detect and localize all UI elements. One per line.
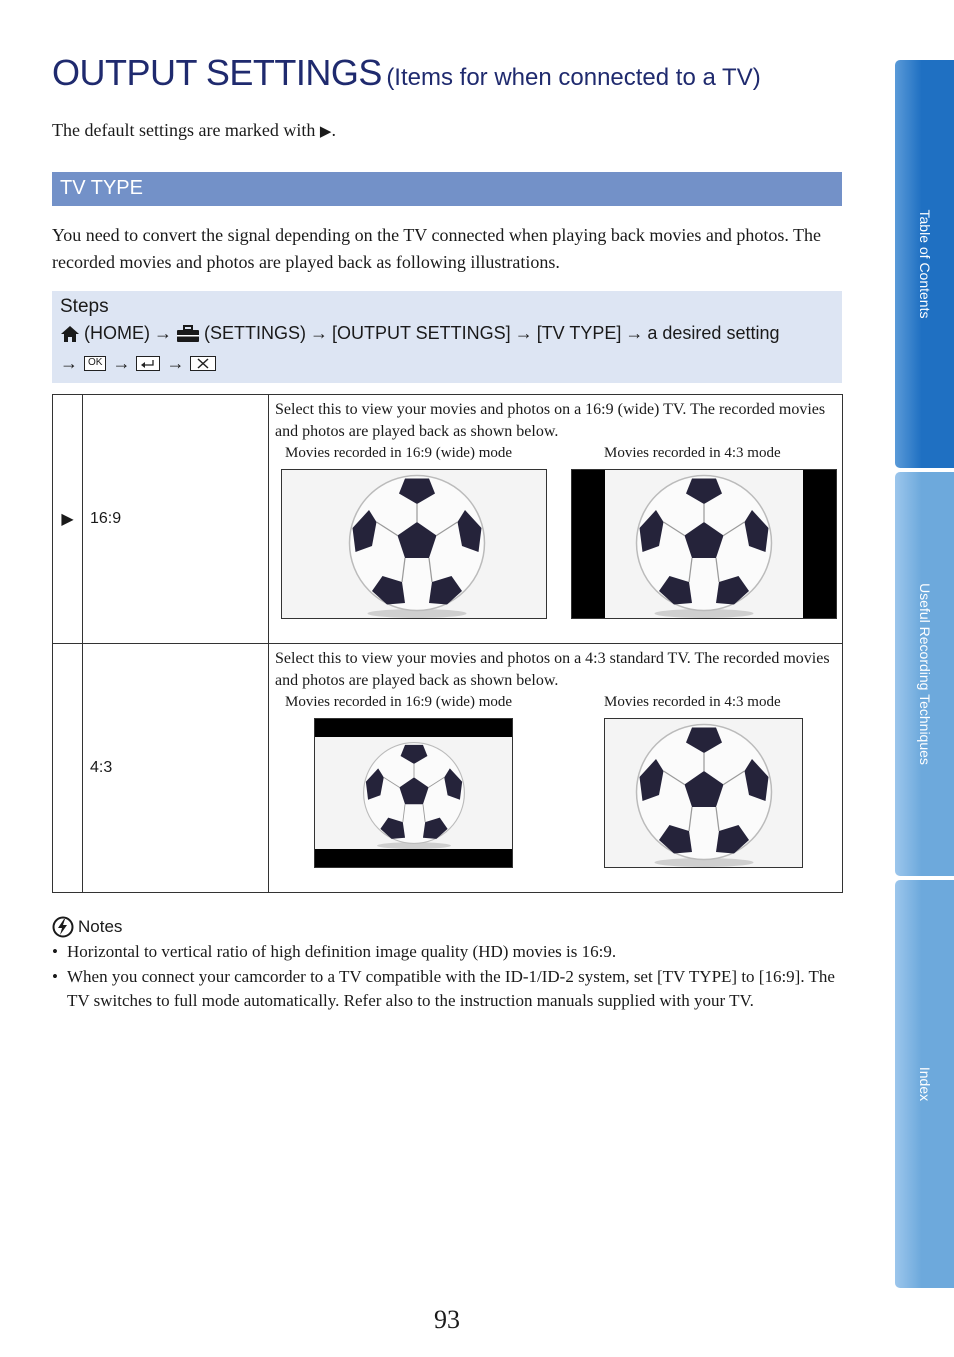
list-item: • Horizontal to vertical ratio of high definition image quality (HD) movies is 16:9. — [52, 940, 842, 965]
page-title-sub: (Items for when connected to a TV) — [386, 64, 761, 91]
notes-heading-text: Notes — [78, 917, 123, 936]
step-arrow: → — [310, 323, 328, 343]
soccer-ball-icon — [315, 719, 512, 867]
warning-icon — [52, 916, 74, 938]
default-marker-icon: ▶ — [319, 124, 332, 140]
caption-standard-mode: Movies recorded in 4:3 mode — [604, 694, 781, 710]
illustration-wide-on-wide — [281, 469, 547, 619]
default-marker-icon: ▶ — [53, 395, 83, 644]
section-heading: TV TYPE — [60, 177, 143, 199]
steps-path — [60, 323, 779, 344]
default-note-text: The default settings are marked with — [52, 120, 316, 140]
step-tv-type: [TV TYPE] — [536, 323, 622, 343]
intro-paragraph: You need to convert the signal depending on the TV connected when playing back movies and photos. The recorded movies and photos are played back as following illustrations. — [52, 225, 822, 272]
step-arrow: → — [154, 323, 172, 343]
tab-table-of-contents[interactable] — [895, 60, 954, 468]
soccer-ball-icon — [572, 470, 836, 618]
caption-standard-mode: Movies recorded in 4:3 mode — [604, 445, 781, 461]
tv-type-options-table — [52, 394, 843, 893]
option-description: Select this to view your movies and photos on a 4:3 standard TV. The recorded movies and photos are played back as shown below. — [275, 650, 830, 689]
caption-wide-mode: Movies recorded in 16:9 (wide) mode — [285, 445, 513, 461]
default-settings-note: The default settings are marked with ▶. — [52, 120, 336, 140]
section-heading-bar — [52, 172, 842, 206]
table-row — [53, 395, 843, 644]
toolbox-icon — [176, 325, 200, 343]
illustration-standard-on-wide — [571, 469, 837, 619]
tab-label: Index — [916, 1066, 933, 1102]
option-description: Select this to view your movies and photos on a 16:9 (wide) TV. The recorded movies and photos are played back as shown below. — [275, 401, 826, 440]
page-title-main: OUTPUT SETTINGS — [52, 52, 382, 93]
tab-label: Table of Contents — [916, 209, 933, 319]
step-arrow: → — [625, 323, 644, 343]
list-item: • When you connect your camcorder to a TV compatible with the ID-1/ID-2 system, set [TV TYPE] to [16:9]. The TV switches to full mode automatically. Refer also to the instruction manuals supplied with your TV. — [52, 965, 842, 1014]
ok-key-icon: OK — [84, 356, 106, 371]
return-key-icon — [136, 356, 160, 371]
page-number: 93 — [434, 1305, 460, 1334]
caption-wide-mode: Movies recorded in 16:9 (wide) mode — [285, 694, 513, 710]
step-arrow: → — [166, 353, 185, 373]
step-settings: (SETTINGS) — [204, 323, 306, 343]
close-key-icon — [190, 356, 216, 371]
option-label: 16:9 — [83, 395, 269, 644]
notes-heading — [52, 916, 122, 938]
option-label: 4:3 — [83, 644, 269, 893]
tab-index[interactable] — [895, 880, 954, 1288]
soccer-ball-icon — [605, 719, 802, 867]
tab-useful-recording-techniques[interactable] — [895, 472, 954, 876]
page-title — [52, 52, 761, 94]
step-arrow: → — [112, 353, 131, 373]
steps-heading: Steps — [60, 296, 109, 317]
step-output-settings: [OUTPUT SETTINGS] — [332, 323, 511, 343]
step-arrow: → — [60, 353, 78, 373]
option-marker — [53, 644, 83, 893]
table-row — [53, 644, 843, 893]
home-icon — [60, 325, 80, 343]
illustration-standard-on-standard — [604, 718, 803, 868]
option-description-cell — [269, 644, 843, 893]
steps-keys — [60, 353, 216, 374]
step-desired-setting: a desired setting — [647, 323, 780, 343]
option-description-cell — [269, 395, 843, 644]
notes-list — [52, 940, 842, 1014]
soccer-ball-icon — [282, 470, 546, 618]
step-arrow: → — [514, 323, 533, 343]
illustration-wide-on-standard — [314, 718, 513, 868]
steps-box — [52, 291, 842, 383]
tab-label: Useful Recording Techniques — [916, 583, 933, 765]
step-home: (HOME) — [84, 323, 150, 343]
